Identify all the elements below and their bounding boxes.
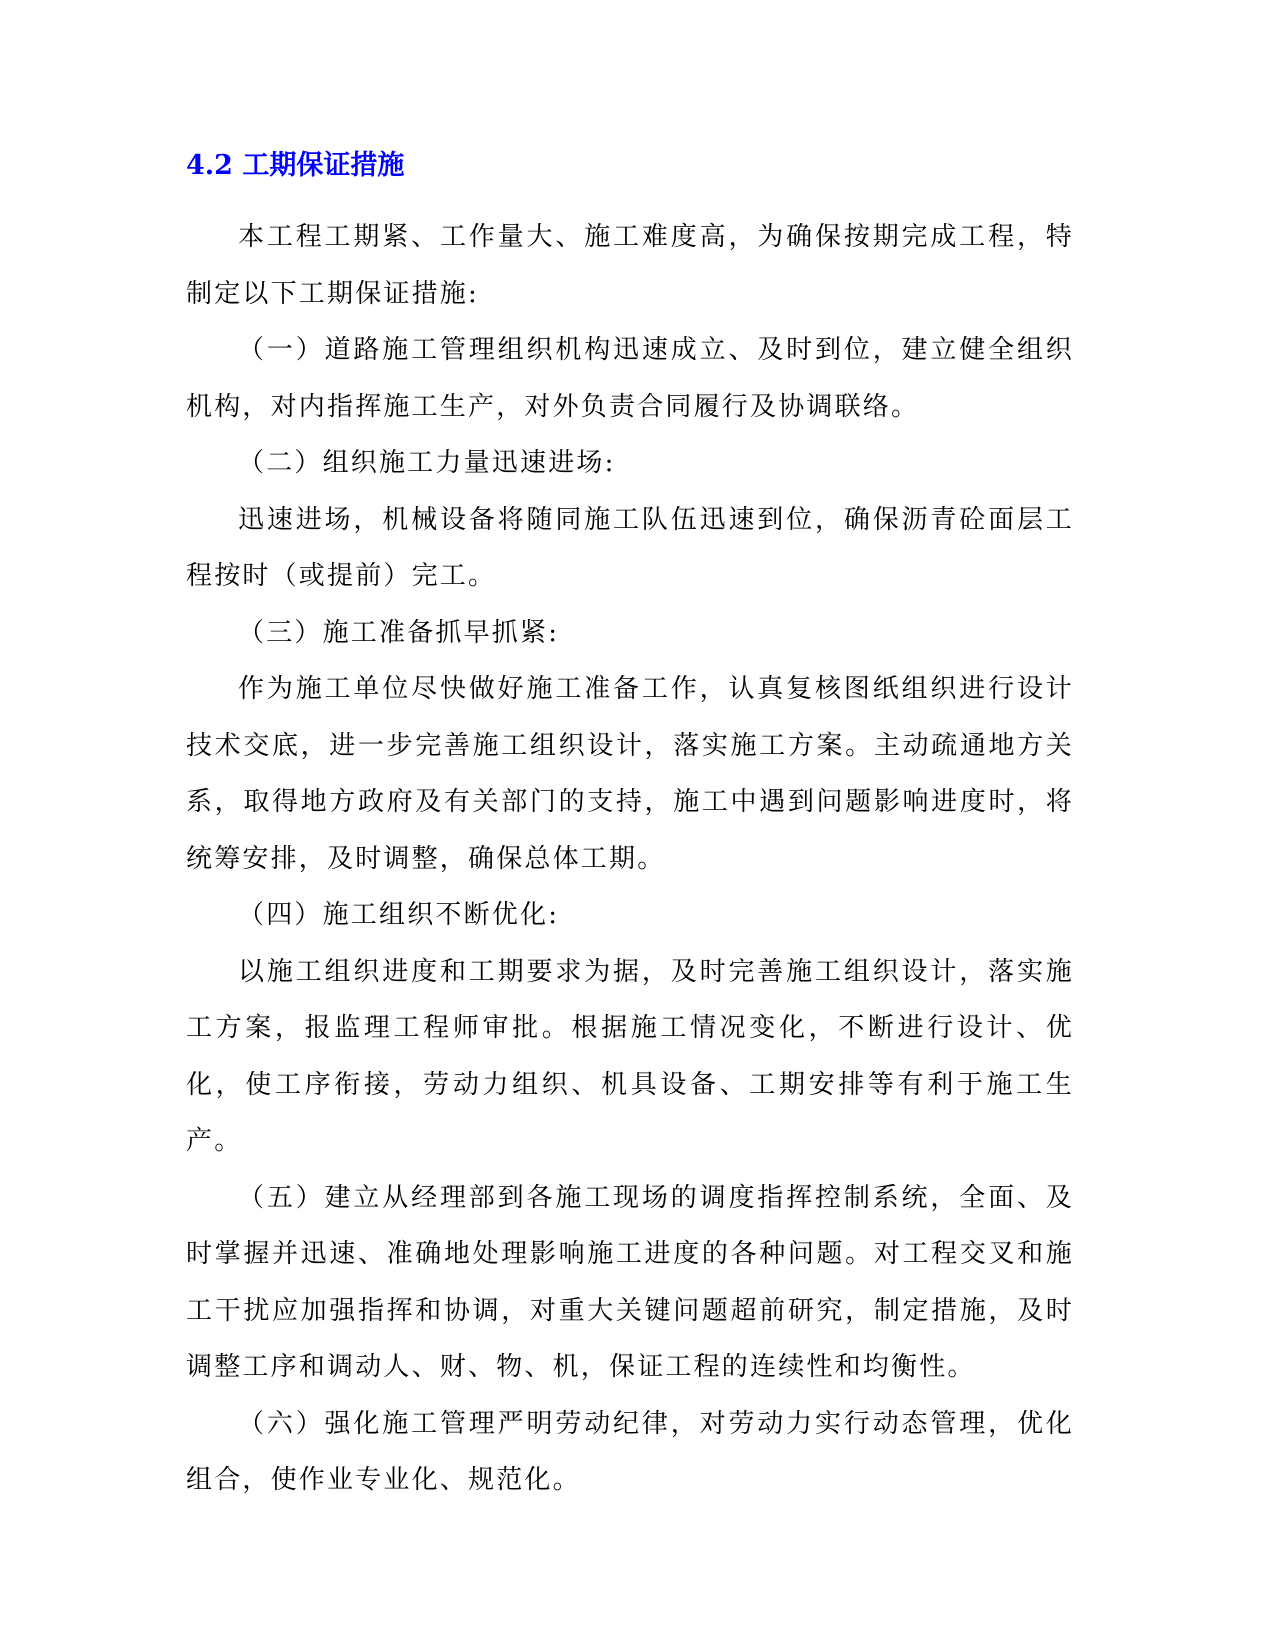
paragraph-item-4-title: （四）施工组织不断优化: — [238, 900, 560, 930]
paragraph-item-6: （六）强化施工管理严明劳动纪律，对劳动力实行动态管理，优化组合，使作业专业化、规范化。 — [186, 1408, 1074, 1495]
paragraph-item-5: （五）建立从经理部到各施工现场的调度指挥控制系统，全面、及时掌握并迅速、准确地处理影响施工进度的各种问题。对工程交叉和施工干扰应加强指挥和协调，对重大关键问题超前研究，制定措施，及时调整工序和调动人、财、物、机，保证工程的连续性和均衡性。 — [186, 1182, 1074, 1382]
paragraph-item-3-title: （三）施工准备抓早抓紧: — [238, 617, 560, 648]
paragraph-item-2-body: 迅速进场，机械设备将随同施工队伍迅速到位，确保沥青砼面层工程按时（或提前）完工。 — [186, 504, 1074, 591]
paragraph-intro: 本工程工期紧、工作量大、施工难度高，为确保按期完成工程，特制定以下工期保证措施: — [186, 222, 1074, 309]
paragraph-item-3-body: 作为施工单位尽快做好施工准备工作，认真复核图纸组织进行设计技术交底，进一步完善施工组织设计，落实施工方案。主动疏通地方关系，取得地方政府及有关部门的支持，施工中遇到问题影响进度时，将统筹安排，及时调整，确保总体工期。 — [186, 674, 1074, 874]
paragraph-item-4-body: 以施工组织进度和工期要求为据，及时完善施工组织设计，落实施工方案，报监理工程师审批。根据施工情况变化，不断进行设计、优化，使工序衔接，劳动力组织、机具设备、工期安排等有利于施工生产。 — [186, 956, 1074, 1156]
body-text — [186, 209, 1074, 1509]
paragraph-item-1: （一）道路施工管理组织机构迅速成立、及时到位，建立健全组织机构，对内指挥施工生产，对外负责合同履行及协调联络。 — [186, 335, 1074, 422]
paragraph-item-2-title: （二）组织施工力量迅速进场: — [238, 448, 616, 478]
section-heading: 4.2 工期保证措施 — [186, 150, 405, 181]
